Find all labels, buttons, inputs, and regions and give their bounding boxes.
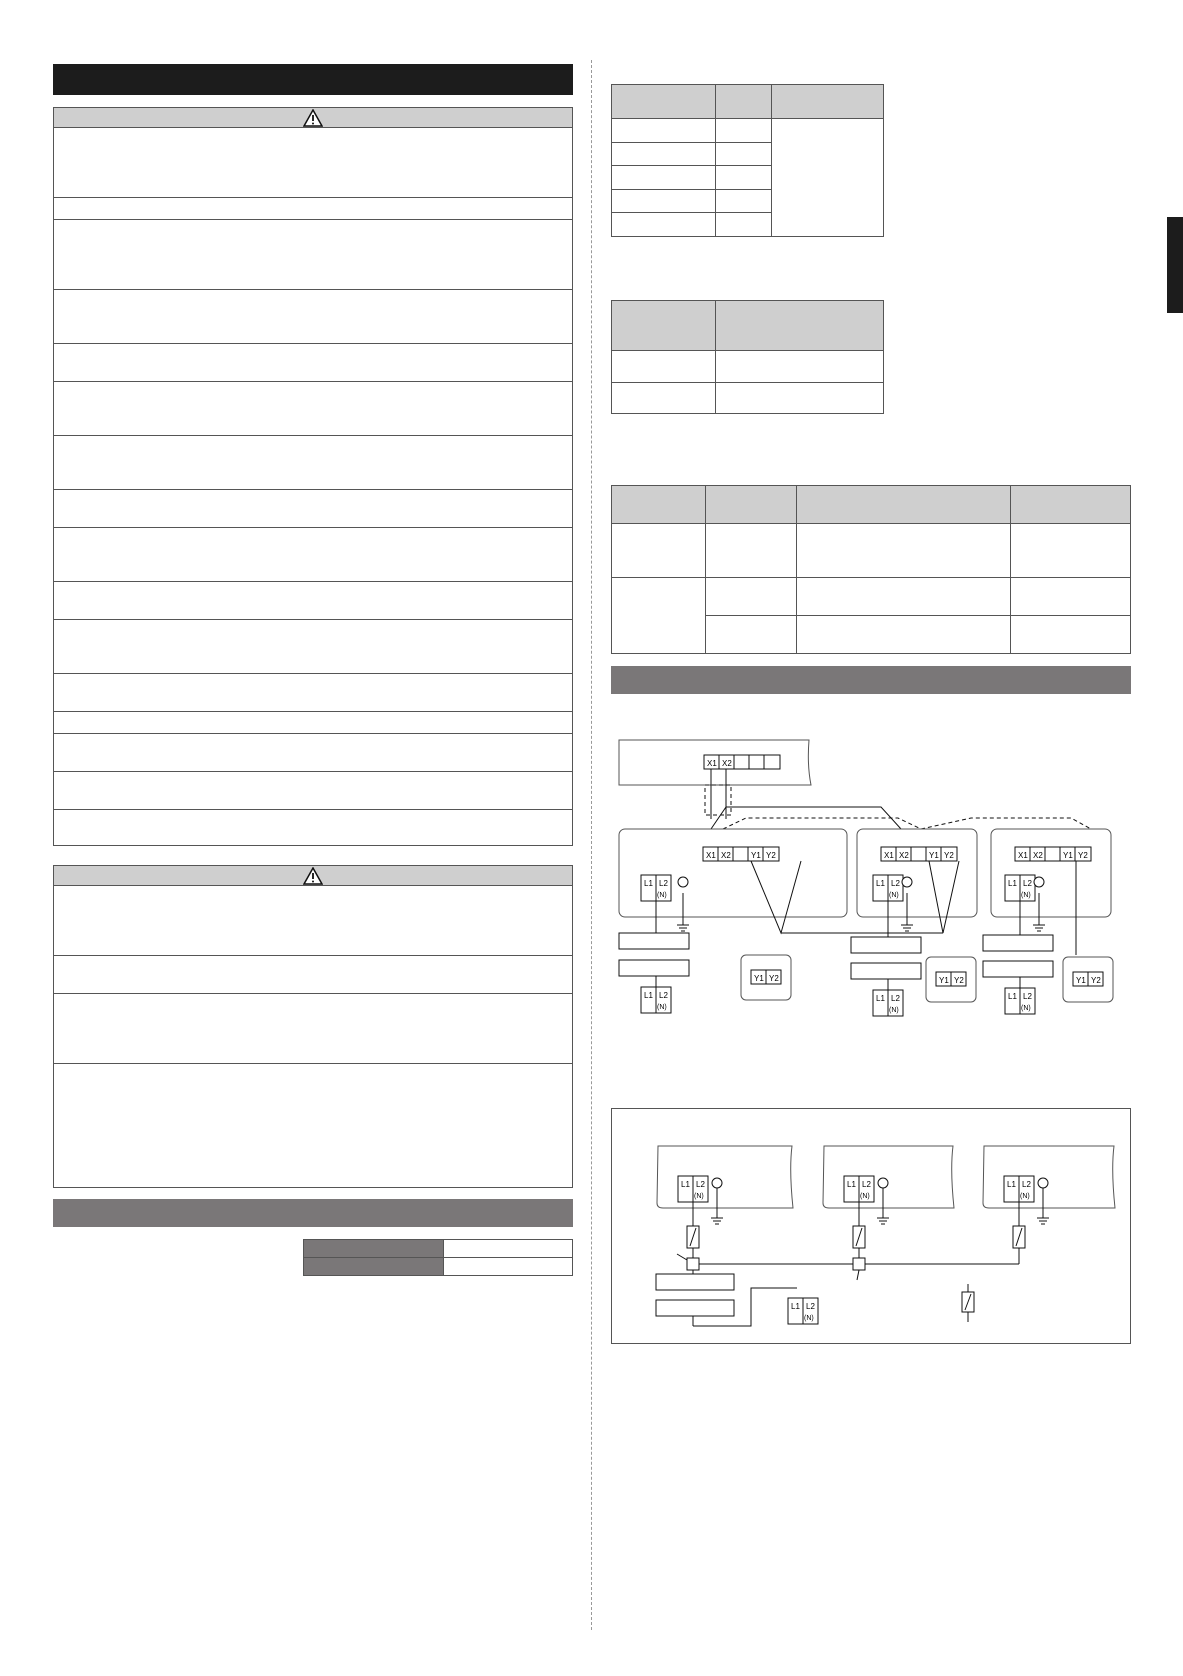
svg-text:Y2: Y2: [944, 851, 954, 860]
indoor-unit-1: [619, 829, 847, 1013]
table-cell: [716, 351, 884, 383]
table-header-cell: [612, 486, 706, 524]
svg-text:X1: X1: [707, 759, 717, 768]
svg-text:X2: X2: [722, 759, 732, 768]
svg-text:L2: L2: [891, 994, 900, 1003]
table-cell: [612, 213, 716, 237]
svg-text:L1: L1: [876, 994, 885, 1003]
warning-row: [54, 810, 572, 846]
table-cell: [716, 142, 772, 166]
table-cell: [716, 213, 772, 237]
svg-text:Y2: Y2: [1091, 976, 1101, 985]
table-3: [611, 485, 1131, 654]
indoor-unit-2: [851, 829, 977, 1016]
table-cell: [612, 524, 706, 578]
warning-row: [54, 1064, 572, 1186]
warning-row: [54, 490, 572, 528]
warning-row: [54, 994, 572, 1064]
svg-text:L2: L2: [659, 991, 668, 1000]
svg-text:L1: L1: [1008, 879, 1017, 888]
table-cell: [612, 382, 716, 414]
warning-row: [54, 344, 572, 382]
svg-text:L1: L1: [644, 991, 653, 1000]
svg-text:X2: X2: [721, 851, 731, 860]
svg-text:L2: L2: [696, 1180, 705, 1189]
warning-row: [54, 620, 572, 674]
table-header-cell: [612, 301, 716, 351]
svg-text:L1: L1: [681, 1180, 690, 1189]
spec-cell: [444, 1258, 573, 1276]
ground-icon: [902, 877, 912, 887]
table-cell: [1011, 578, 1131, 616]
warning-row: [54, 436, 572, 490]
svg-text:L1: L1: [1007, 1180, 1016, 1189]
warning-row: [54, 198, 572, 220]
section-bar-right: [611, 666, 1131, 694]
svg-text:(N): (N): [1021, 892, 1031, 899]
table-cell: [716, 189, 772, 213]
svg-text:Y2: Y2: [766, 851, 776, 860]
ground-icon: [1038, 1178, 1048, 1188]
table-cell: [772, 119, 884, 237]
table-cell: [612, 578, 706, 654]
warning-row: [54, 734, 572, 772]
spec-cell: [444, 1240, 573, 1258]
svg-text:Y1: Y1: [751, 851, 761, 860]
svg-text:Y1: Y1: [1076, 976, 1086, 985]
table-cell: [612, 142, 716, 166]
ground-icon: [878, 1178, 888, 1188]
warning-triangle-icon: [303, 867, 323, 885]
ground-icon: [1034, 877, 1044, 887]
warning-row: [54, 128, 572, 198]
svg-text:X1: X1: [884, 851, 894, 860]
wiring-diagram-power: [611, 1108, 1131, 1344]
svg-text:(N): (N): [694, 1193, 704, 1200]
table-cell: [1011, 616, 1131, 654]
svg-text:(N): (N): [889, 892, 899, 899]
spec-cell: [304, 1258, 444, 1276]
svg-text:(N): (N): [1021, 1005, 1031, 1012]
svg-text:L2: L2: [862, 1180, 871, 1189]
warning-row: [54, 382, 572, 436]
svg-text:L2: L2: [1023, 992, 1032, 1001]
svg-text:X1: X1: [1018, 851, 1028, 860]
power-unit-2: [823, 1146, 954, 1270]
svg-text:L1: L1: [847, 1180, 856, 1189]
svg-text:Y1: Y1: [929, 851, 939, 860]
svg-text:L1: L1: [876, 879, 885, 888]
svg-text:(N): (N): [657, 892, 667, 899]
terminal-block: [704, 755, 780, 769]
table-2: [611, 300, 884, 414]
table-cell: [1011, 524, 1131, 578]
svg-text:L2: L2: [891, 879, 900, 888]
svg-text:Y1: Y1: [1063, 851, 1073, 860]
svg-text:X2: X2: [899, 851, 909, 860]
table-header-cell: [716, 301, 884, 351]
fuse-legend-icon: [962, 1284, 974, 1322]
spec-table: [303, 1239, 573, 1276]
table-cell: [706, 616, 797, 654]
svg-text:Y2: Y2: [1078, 851, 1088, 860]
table-cell: [612, 119, 716, 143]
table-1: [611, 84, 884, 237]
table-header-cell: [716, 85, 772, 119]
table-cell: [797, 578, 1011, 616]
ground-icon: [712, 1178, 722, 1188]
section-bar-left: [53, 1199, 573, 1227]
svg-text:L1: L1: [791, 1302, 800, 1311]
table-header-cell: [706, 486, 797, 524]
wiring-diagram-signal: [611, 735, 1131, 1035]
svg-text:Y2: Y2: [769, 974, 779, 983]
warning-triangle-icon: [303, 109, 323, 127]
chapter-edge-tab: [1167, 217, 1183, 313]
power-unit-1: [657, 1146, 793, 1270]
svg-text:(N): (N): [657, 1004, 667, 1011]
svg-text:(N): (N): [804, 1315, 814, 1322]
table-header-cell: [797, 486, 1011, 524]
svg-text:Y1: Y1: [939, 976, 949, 985]
svg-text:L2: L2: [1022, 1180, 1031, 1189]
table-cell: [612, 351, 716, 383]
warning-row: [54, 528, 572, 582]
warning-header-1: [54, 108, 572, 128]
table-cell: [797, 616, 1011, 654]
table-cell: [612, 166, 716, 190]
warning-row: [54, 886, 572, 956]
svg-text:L1: L1: [644, 879, 653, 888]
table-header-cell: [1011, 486, 1131, 524]
svg-text:Y2: Y2: [954, 976, 964, 985]
warning-row: [54, 220, 572, 290]
warning-row: [54, 712, 572, 734]
spec-cell: [304, 1240, 444, 1258]
svg-text:(N): (N): [860, 1193, 870, 1200]
svg-text:X1: X1: [706, 851, 716, 860]
table-cell: [716, 166, 772, 190]
warning-row: [54, 582, 572, 620]
table-header-cell: [772, 85, 884, 119]
warning-box-1: [53, 107, 573, 846]
svg-text:X2: X2: [1033, 851, 1043, 860]
svg-text:L1: L1: [1008, 992, 1017, 1001]
svg-text:L2: L2: [659, 879, 668, 888]
warning-row: [54, 290, 572, 344]
svg-text:(N): (N): [1020, 1193, 1030, 1200]
table-cell: [706, 578, 797, 616]
table-cell: [716, 382, 884, 414]
indoor-unit-3: [983, 829, 1113, 1014]
ground-icon: [678, 877, 688, 887]
warning-row: [54, 772, 572, 810]
svg-text:L2: L2: [806, 1302, 815, 1311]
table-cell: [716, 119, 772, 143]
svg-text:(N): (N): [889, 1007, 899, 1014]
section-title-bar: [53, 64, 573, 95]
warning-row: [54, 674, 572, 712]
table-cell: [612, 189, 716, 213]
table-header-cell: [612, 85, 716, 119]
table-cell: [797, 524, 1011, 578]
svg-text:L2: L2: [1023, 879, 1032, 888]
svg-text:Y1: Y1: [754, 974, 764, 983]
power-unit-3: [983, 1146, 1115, 1264]
warning-header-2: [54, 866, 572, 886]
warning-box-2: [53, 865, 573, 1188]
column-divider: [591, 60, 592, 1630]
table-cell: [706, 524, 797, 578]
warning-row: [54, 956, 572, 994]
